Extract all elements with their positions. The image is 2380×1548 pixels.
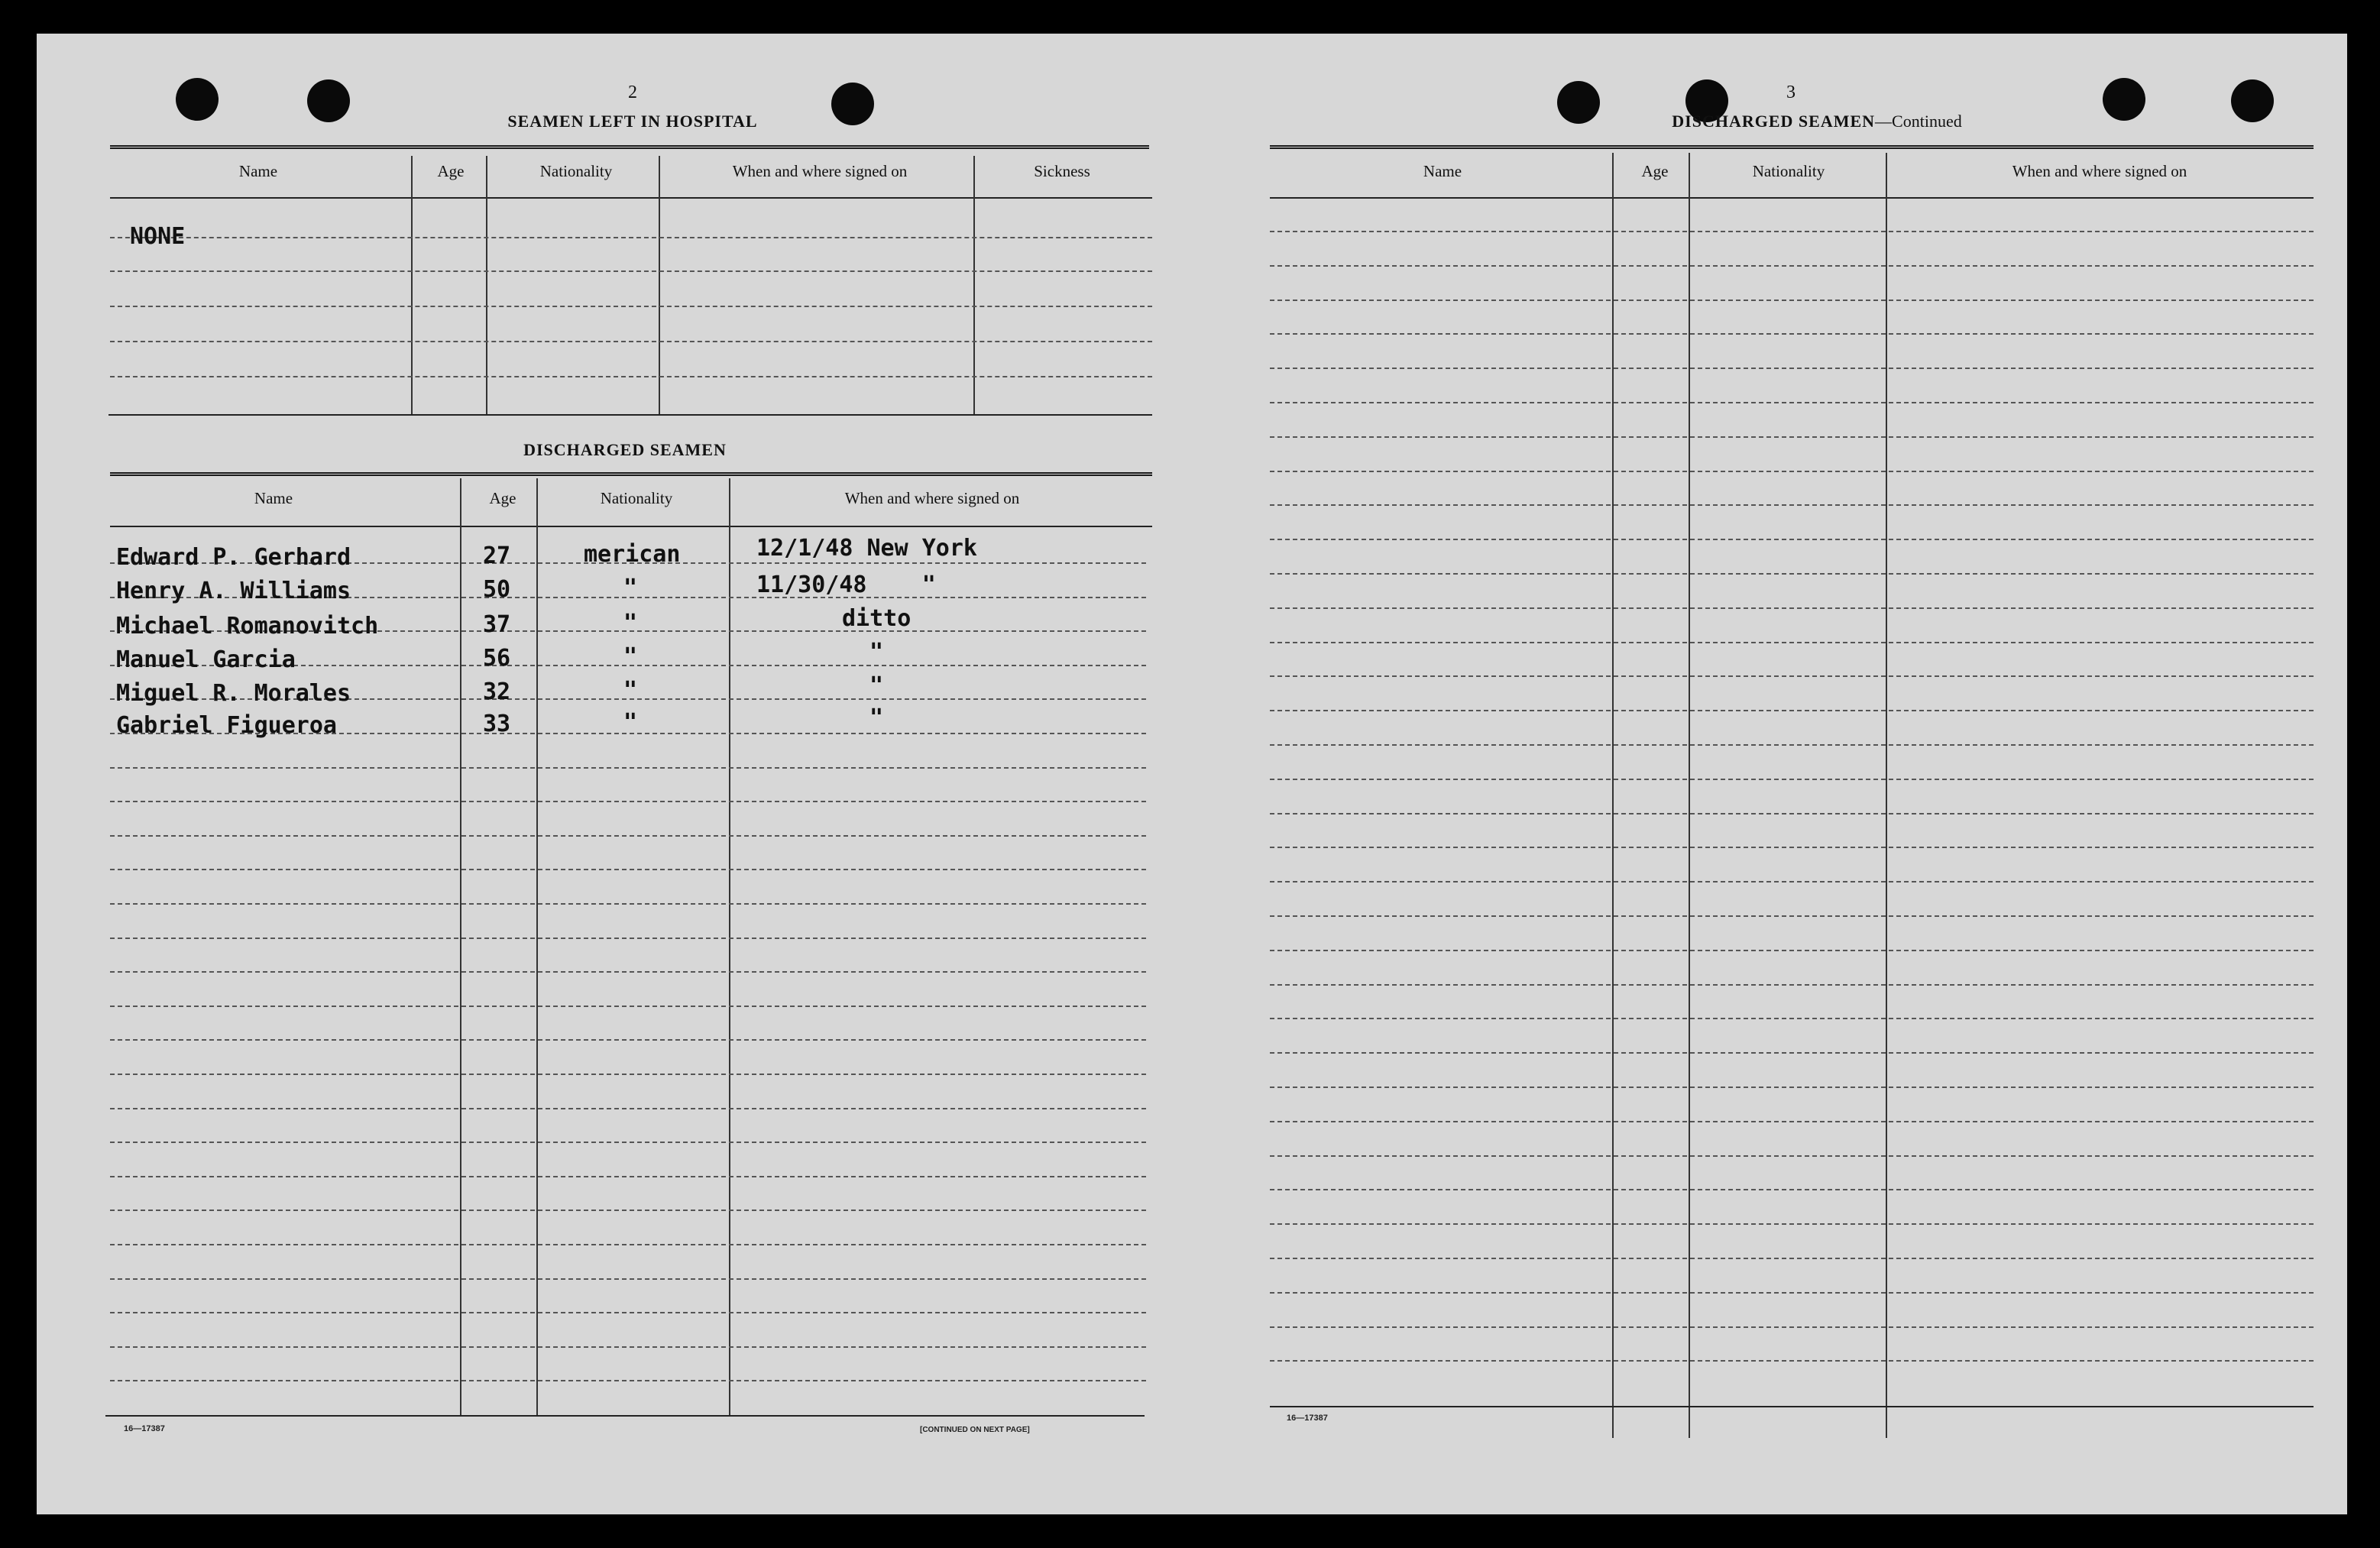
row-line — [1270, 573, 2314, 575]
seaman-signed-on: " — [869, 639, 884, 666]
column-header-signed-on: When and where signed on — [2012, 162, 2187, 180]
seaman-name: Manuel Garcia — [116, 646, 296, 673]
row-line — [110, 1108, 1146, 1109]
document-sheet — [37, 34, 2347, 1514]
seaman-age: 32 — [483, 678, 511, 705]
seaman-nationality: " — [623, 575, 638, 601]
continued-note: [CONTINUED ON NEXT PAGE] — [920, 1426, 1030, 1434]
seaman-signed-on: ditto — [842, 605, 912, 632]
seaman-age: 27 — [483, 542, 511, 569]
row-line — [110, 1278, 1146, 1280]
column-divider — [1612, 153, 1614, 1438]
title-text: DISCHARGED SEAMEN — [1672, 112, 1876, 131]
row-line — [110, 869, 1146, 870]
row-line — [1270, 915, 2314, 917]
seaman-signed-on: 11/30/48 " — [756, 572, 936, 598]
form-number: 16—17387 — [1287, 1414, 1328, 1423]
form-number: 16—17387 — [124, 1424, 165, 1433]
row-line — [110, 1142, 1146, 1143]
row-line — [1270, 1326, 2314, 1328]
punch-hole — [2231, 79, 2274, 122]
table-rule — [110, 145, 1149, 149]
seaman-name: Henry A. Williams — [116, 578, 351, 604]
punch-hole — [1557, 81, 1600, 124]
row-line — [1270, 710, 2314, 711]
row-line — [110, 1176, 1146, 1177]
row-line — [110, 938, 1146, 939]
seaman-nationality: " — [623, 643, 638, 670]
seaman-age: 37 — [483, 611, 511, 638]
row-line — [1270, 847, 2314, 848]
row-line — [1270, 436, 2314, 438]
row-line — [1270, 881, 2314, 882]
table-rule — [1270, 1406, 2314, 1407]
seaman-nationality: " — [623, 709, 638, 736]
seaman-age: 50 — [483, 576, 511, 603]
column-header-nationality: Nationality — [539, 162, 613, 180]
row-line — [1270, 402, 2314, 403]
row-line — [110, 1312, 1146, 1313]
seaman-nationality: " — [623, 677, 638, 704]
row-line — [1270, 504, 2314, 506]
table-rule — [108, 414, 1152, 416]
row-line — [110, 835, 1146, 837]
row-line — [110, 1074, 1146, 1075]
column-header-name: Name — [1423, 162, 1462, 180]
row-line — [1270, 1360, 2314, 1362]
row-line — [1270, 265, 2314, 267]
row-line — [1270, 231, 2314, 232]
row-line — [1270, 813, 2314, 814]
row-line — [1270, 1189, 2314, 1190]
discharged-section-title: DISCHARGED SEAMEN — [523, 440, 727, 459]
discharged-continued-title — [1611, 112, 2023, 131]
row-line — [1270, 1155, 2314, 1157]
row-line — [1270, 950, 2314, 951]
row-line — [110, 270, 1152, 272]
row-line — [1270, 539, 2314, 540]
seaman-name: Edward P. Gerhard — [116, 544, 351, 571]
row-line — [1270, 642, 2314, 643]
column-header-signed-on: When and where signed on — [844, 489, 1020, 507]
seaman-name: Michael Romanovitch — [116, 613, 379, 640]
seaman-signed-on: " — [869, 704, 884, 731]
seaman-signed-on: " — [869, 672, 884, 699]
column-divider — [729, 478, 730, 1415]
row-line — [1270, 300, 2314, 301]
table-rule — [110, 526, 1152, 527]
row-line — [1270, 607, 2314, 609]
row-line — [1270, 1121, 2314, 1122]
row-line — [110, 237, 1152, 238]
seaman-nationality: merican — [584, 541, 681, 568]
row-line — [110, 306, 1152, 307]
row-line — [1270, 1258, 2314, 1259]
row-line — [110, 971, 1146, 973]
column-header-sickness: Sickness — [1034, 162, 1090, 180]
column-header-name: Name — [254, 489, 293, 507]
row-line — [110, 1039, 1146, 1041]
row-line — [1270, 1018, 2314, 1019]
table-rule — [110, 472, 1152, 476]
row-line — [1270, 471, 2314, 472]
row-line — [110, 1346, 1146, 1348]
row-line — [1270, 333, 2314, 335]
table-rule — [1270, 197, 2314, 199]
hospital-section-title: SEAMEN LEFT IN HOSPITAL — [507, 112, 758, 131]
row-line — [1270, 984, 2314, 986]
row-line — [1270, 779, 2314, 780]
table-rule — [110, 197, 1152, 199]
hospital-entry: NONE — [130, 223, 186, 250]
seaman-nationality: " — [623, 610, 638, 636]
row-line — [1270, 675, 2314, 677]
column-header-signed-on: When and where signed on — [732, 162, 908, 180]
row-line — [110, 801, 1146, 802]
column-header-age: Age — [1641, 162, 1669, 180]
title-suffix: —Continued — [1875, 112, 1962, 131]
seaman-name: Gabriel Figueroa — [116, 712, 337, 739]
row-line — [110, 341, 1152, 342]
column-divider — [536, 478, 538, 1415]
column-header-nationality: Nationality — [1752, 162, 1825, 180]
row-line — [1270, 1292, 2314, 1294]
row-line — [110, 1244, 1146, 1245]
row-line — [1270, 1052, 2314, 1054]
table-rule — [105, 1415, 1145, 1417]
row-line — [110, 376, 1152, 377]
page-number: 2 — [628, 83, 637, 102]
row-line — [1270, 1223, 2314, 1225]
row-line — [110, 1006, 1146, 1007]
column-header-age: Age — [437, 162, 465, 180]
row-line — [1270, 744, 2314, 746]
seaman-age: 56 — [483, 645, 511, 672]
page-number: 3 — [1786, 83, 1796, 102]
column-divider — [1886, 153, 1887, 1438]
punch-hole — [2103, 78, 2145, 121]
punch-hole — [176, 78, 219, 121]
column-header-name: Name — [238, 162, 278, 180]
seaman-name: Miguel R. Morales — [116, 680, 351, 707]
row-line — [110, 903, 1146, 905]
seaman-age: 33 — [483, 711, 511, 737]
column-header-age: Age — [489, 489, 516, 507]
seaman-signed-on: 12/1/48 New York — [756, 535, 977, 562]
column-divider — [1689, 153, 1690, 1438]
row-line — [1270, 368, 2314, 369]
column-divider — [460, 478, 461, 1415]
punch-hole — [307, 79, 350, 122]
table-rule — [1270, 145, 2314, 149]
row-line — [110, 1380, 1146, 1381]
row-line — [110, 1210, 1146, 1211]
row-line — [110, 767, 1146, 769]
column-header-nationality: Nationality — [600, 489, 673, 507]
row-line — [1270, 1087, 2314, 1088]
